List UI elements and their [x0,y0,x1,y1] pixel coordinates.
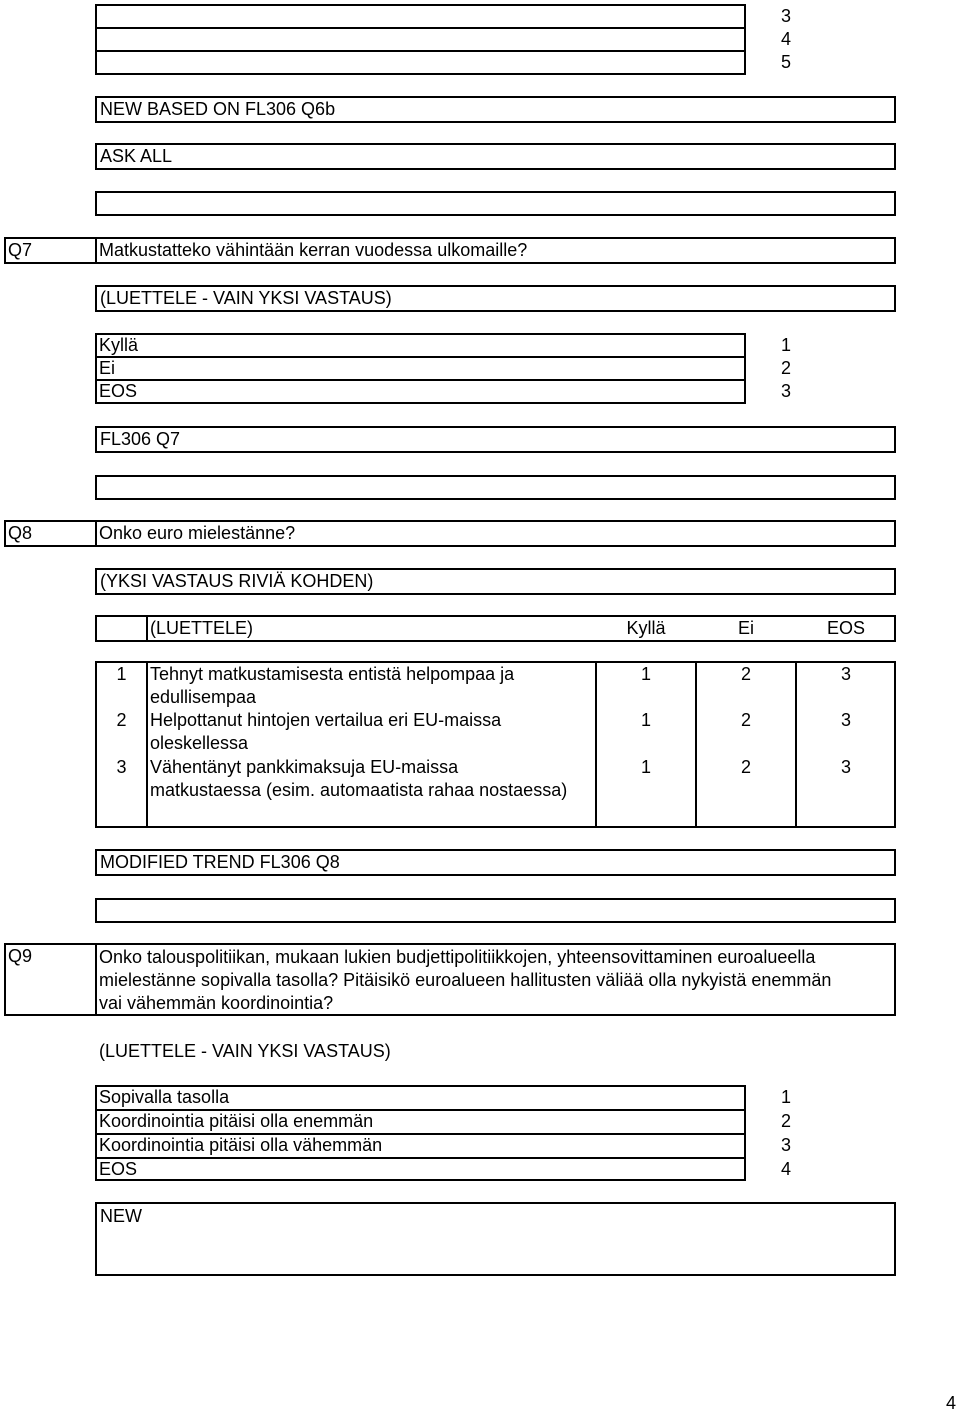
q9-option-code: 4 [780,1159,791,1179]
q7-option-label: EOS [99,381,138,401]
grid-divider [795,661,797,828]
q8-row-code: 3 [840,710,851,730]
q8-row-num: 1 [116,664,127,684]
q8-grid-no: Ei [737,618,754,638]
filter-box [95,143,896,170]
grid-divider [595,661,597,828]
q8-row-code: 1 [640,710,651,730]
empty-field [95,898,896,923]
q8-row-code: 3 [840,664,851,684]
grid-divider [146,615,148,642]
row-divider [95,356,746,358]
row-divider [95,1157,746,1159]
q8-row-text: Tehnyt matkustamisesta entistä helpompaa ja [150,664,515,684]
q7-option-label: Kyllä [99,335,139,355]
q7-option-label: Ei [99,358,116,378]
q8-row-code: 2 [740,710,751,730]
q8-row-code: 2 [740,664,751,684]
q9-note: NEW [100,1206,142,1226]
q9-question-line: vai vähemmän koordinointia? [99,993,334,1013]
q8-grid-dk: EOS [826,618,865,638]
q9-instruction: (LUETTELE - VAIN YKSI VASTAUS) [99,1041,391,1061]
q7-question: Matkustatteko vähintään kerran vuodessa ulkomaille? [99,240,528,260]
q9-option-label: EOS [99,1159,138,1179]
q7-divider [95,237,97,264]
q7-id: Q7 [8,240,33,260]
q9-option-code: 3 [780,1135,791,1155]
q9-option-code: 2 [780,1111,791,1131]
q9-option-label: Koordinointia pitäisi olla enemmän [99,1111,374,1131]
q8-row-text: edullisempaa [150,687,257,707]
q7-option-code: 2 [780,358,791,378]
q8-grid-list-label: (LUETTELE) [150,618,254,638]
q8-instruction-box [95,568,896,595]
q8-row-code: 1 [640,757,651,777]
q8-question: Onko euro mielestänne? [99,523,296,543]
filter-note: ASK ALL [100,146,173,166]
q7-trend-box [95,426,896,453]
q9-question-line: mielestänne sopivalla tasolla? Pitäisikö euroalueen hallitusten väliää olla nykyistä enemmän [99,970,832,990]
q9-option-label: Sopivalla tasolla [99,1087,230,1107]
empty-field [95,191,896,216]
q8-id: Q8 [8,523,33,543]
top-code-3: 3 [780,6,791,26]
row-divider [95,379,746,381]
q9-option-code: 1 [780,1087,791,1107]
q7-instruction: (LUETTELE - VAIN YKSI VASTAUS) [100,288,392,308]
grid-divider [146,661,148,828]
q9-note-box [95,1202,896,1276]
row-divider [95,50,746,52]
empty-field [95,475,896,500]
q7-option-code: 3 [780,381,791,401]
q8-trend-box [95,849,896,876]
q8-row-num: 2 [116,710,127,730]
top-code-4: 4 [780,29,791,49]
q9-divider [95,943,97,1016]
q7-trend: FL306 Q7 [100,429,181,449]
q8-row-num: 3 [116,757,127,777]
source-note-box [95,96,896,123]
grid-divider [695,661,697,828]
q8-trend: MODIFIED TREND FL306 Q8 [100,852,340,872]
q8-row-text: Helpottanut hintojen vertailua eri EU-maissa [150,710,502,730]
q9-id: Q9 [8,946,33,966]
top-code-5: 5 [780,52,791,72]
q7-instruction-box [95,285,896,312]
q8-row-text: oleskellessa [150,733,249,753]
q8-row-code: 3 [840,757,851,777]
q7-option-code: 1 [780,335,791,355]
q8-grid-yes: Kyllä [626,618,666,638]
q8-row-code: 1 [640,664,651,684]
q8-row-text: matkustaessa (esim. automaatista rahaa nostaessa) [150,780,568,800]
q9-question-line: Onko talouspolitiikan, mukaan lukien budjettipolitiikkojen, yhteensovittaminen euroalueella [99,947,816,967]
page-number: 4 [945,1393,956,1413]
q8-row-code: 2 [740,757,751,777]
q8-divider [95,520,97,547]
source-note: NEW BASED ON FL306 Q6b [100,99,336,119]
q8-instruction: (YKSI VASTAUS RIVIÄ KOHDEN) [100,571,374,591]
top-option-box [95,4,746,75]
q9-option-label: Koordinointia pitäisi olla vähemmän [99,1135,383,1155]
q8-row-text: Vähentänyt pankkimaksuja EU-maissa [150,757,459,777]
q7-options-box [95,333,746,404]
row-divider [95,27,746,29]
